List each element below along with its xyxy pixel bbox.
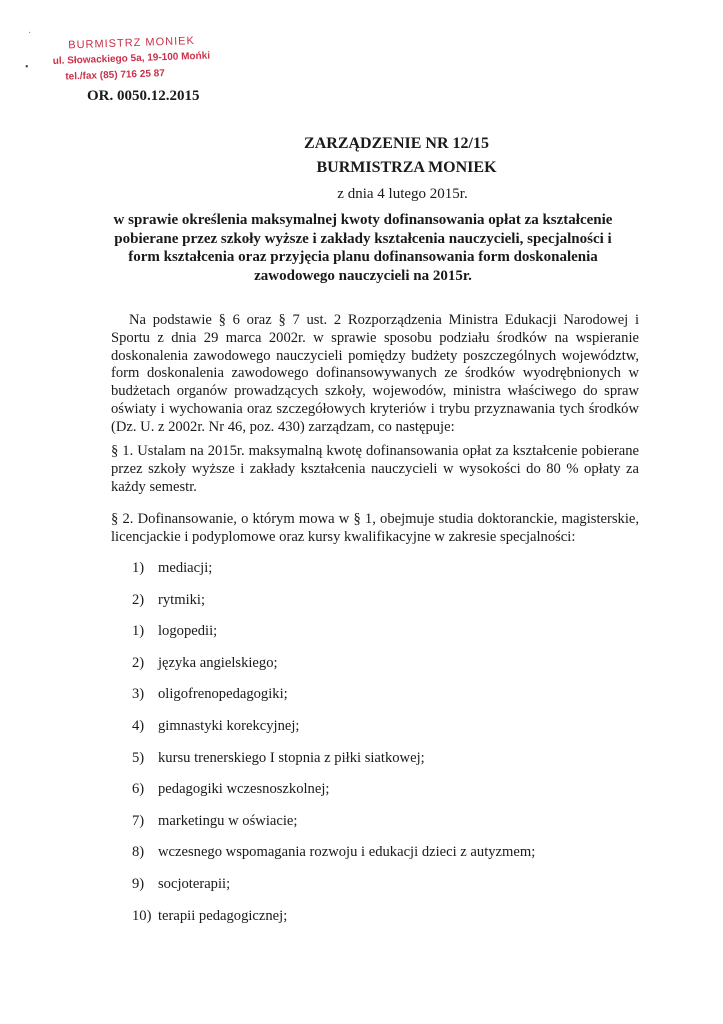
list-item-number: 2)	[132, 591, 145, 608]
document-title	[0, 133, 723, 207]
reference-number: OR. 0050.12.2015	[87, 88, 200, 104]
section-2-paragraph: § 2. Dofinansowanie, o którym mowa w § 1, obejmuje studia doktoranckie, magisterskie, licencjackie i podyplomowe oraz kursy kwalifikacyjne w zakresie specjalności:	[111, 511, 639, 545]
title-line-1: ZARZĄDZENIE NR 12/15	[304, 135, 489, 152]
list-item	[132, 653, 535, 685]
list-item-text: pedagogiki wczesnoszkolnej;	[158, 781, 330, 798]
list-item-text: mediacji;	[158, 560, 213, 576]
list-item	[132, 779, 535, 811]
list-item-number: 1)	[132, 560, 145, 576]
specialties-list	[132, 558, 535, 937]
margin-mark: ·	[28, 28, 32, 39]
stamp-title: BURMISTRZ MONIEK	[68, 35, 196, 52]
official-stamp	[52, 33, 211, 86]
list-item-text: socjoterapii;	[158, 875, 231, 892]
list-item-text: gimnastyki korekcyjnej;	[158, 717, 300, 734]
document-subject: w sprawie określenia maksymalnej kwoty dofinansowania opłat za kształcenie pobierane przez szkoły wyższe i zakłady kształcenia nauczycieli, specjalności i form kształcenia oraz przyjęcia planu dofinansowania form doskonalenia zawodowego nauczycieli na 2015r.	[113, 212, 613, 284]
list-item-number: 3)	[132, 686, 145, 703]
list-item-number: 8)	[132, 844, 145, 861]
list-item	[132, 748, 535, 780]
title-line-2: BURMISTRZA MONIEK	[316, 159, 497, 176]
list-item-text: marketingu w oświacie;	[158, 812, 298, 829]
list-item-number: 10)	[132, 907, 152, 924]
stamp-phone: tel./fax (85) 716 25 87	[65, 68, 166, 83]
list-item-text: terapii pedagogicznej;	[158, 907, 288, 924]
list-item	[132, 716, 535, 748]
list-item	[132, 842, 535, 874]
list-item-number: 1)	[132, 623, 145, 640]
list-item-text: języka angielskiego;	[158, 654, 278, 671]
intro-paragraph: Na podstawie § 6 oraz § 7 ust. 2 Rozporządzenia Ministra Edukacji Narodowej i Sportu z dnia 29 marca 2002r. w sprawie sposobu podziału środków na wspieranie doskonalenia zawodowego nauczycieli pomiędzy budżety poszczególnych województw, form doskonalenia zawodowego dofinansowywanych ze środków wyodrębnionych w budżetach organów prowadzących szkoły, wojewodów, ministra właściwego do spraw oświaty i wychowania oraz szczegółowych kryteriów i trybu przyznawania tych środków (Dz. U. z 2002r. Nr 46, poz. 430) zarządzam, co następuje:	[111, 312, 639, 435]
list-item-text: kursu trenerskiego I stopnia z piłki siatkowej;	[158, 749, 425, 766]
list-item-number: 6)	[132, 781, 145, 798]
list-item	[132, 906, 535, 938]
list-item	[132, 621, 535, 653]
list-item-text: logopedii;	[158, 623, 218, 640]
list-item-number: 2)	[132, 654, 145, 671]
stamp-address: ul. Słowackiego 5a, 19-100 Mońki	[52, 50, 211, 67]
list-item-number: 5)	[132, 749, 145, 766]
list-item-number: 7)	[132, 812, 145, 829]
section-1-paragraph: § 1. Ustalam na 2015r. maksymalną kwotę dofinansowania opłat za kształcenie pobierane przez szkoły wyższe i zakłady kształcenia nauczycieli w wysokości do 80 % opłaty za każdy semestr.	[111, 443, 639, 495]
list-item	[132, 874, 535, 906]
document-date: z dnia 4 lutego 2015r.	[337, 186, 468, 202]
list-item	[132, 684, 535, 716]
list-item	[132, 590, 535, 622]
list-item-text: rytmiki;	[158, 591, 206, 608]
margin-mark: •	[25, 62, 29, 73]
list-item-text: oligofrenopedagogiki;	[158, 686, 288, 703]
list-item-text: wczesnego wspomagania rozwoju i edukacji dzieci z autyzmem;	[158, 844, 536, 861]
list-item-number: 9)	[132, 875, 145, 892]
list-item	[132, 558, 535, 590]
list-item	[132, 811, 535, 843]
list-item-number: 4)	[132, 717, 145, 734]
